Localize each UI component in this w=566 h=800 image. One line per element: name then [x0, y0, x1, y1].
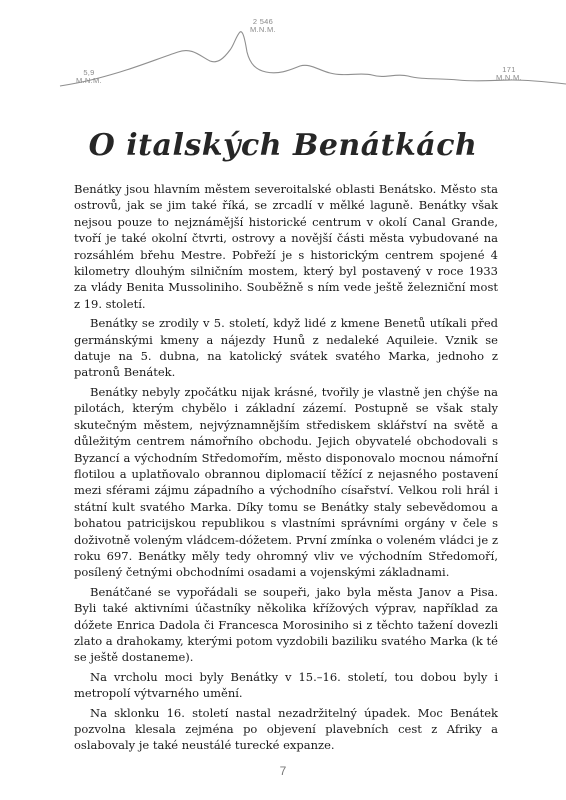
elevation-value: 171	[502, 65, 516, 74]
page-number: 7	[279, 764, 287, 778]
elevation-value: 2 546	[252, 17, 274, 26]
elevation-value: 5,9	[83, 68, 95, 77]
paragraph: Benátčané se vypořádali se soupeři, jako byla města Janov a Pisa. Byli také aktivními účastníky několika křížových výprav, například za dóžete Enrica Dadola či Francesca Morosiniho si z těchto tažení dovezli zlato a drahokamy, kterými potom vyzdobili baziliku svatého Marka (k té se ještě dostaneme).	[74, 584, 498, 665]
elevation-profile	[0, 0, 566, 100]
elevation-label-peak	[250, 18, 276, 34]
chapter-title: O italských Benátkách	[88, 128, 478, 163]
chapter-body	[74, 181, 498, 757]
elevation-unit: M.N.M.	[250, 25, 276, 34]
paragraph: Benátky jsou hlavním městem severoitalské oblasti Benátsko. Město sta ostrovů, jak se jim také říká, se zrcadlí v mělké laguně. Benátky však nejsou pouze to nejznámější historické centrum v okolí Canal Grande, tvoří je také okolní čtvrti, ostrovy a novější části města vybudované na rozsáhlém břehu Mestre. Pobřeží je s historickým centrem spojené 4 kilometry dlouhým silničním mostem, který byl postavený v roce 1933 za vlády Benita Mussoliniho. Souběžně s ním vede ještě železniční most z 19. století.	[74, 182, 498, 311]
paragraph: Benátky se zrodily v 5. století, když lidé z kmene Benetů utíkali před germánskými kmeny a nájezdy Hunů z nedaleké Aquileie. Vznik se datuje na 5. dubna, na katolický svátek svatého Marka, jednoho z patronů Benátek.	[74, 316, 498, 380]
elevation-label-end	[496, 66, 522, 82]
elevation-profile-line	[0, 0, 566, 100]
paragraph: Benátky nebyly zpočátku nijak krásné, tvořily je vlastně jen chýše na pilotách, kterým chybělo i základní zázemí. Postupně se však staly skutečným městem, nejvýznamnějším střediskem sklářství na světě a důležitým centrem námořního obchodu. Jejich obyvatelé obchodovali s Byzancí a východním Středomořím, město disponovalo mocnou námořní flotilou a uplatňovalo obrannou diplomacií těžící z nejasného postavení mezi sférami zájmu západního a východního císařství. Velkou roli hrál i státní kult svatého Marka. Díky tomu se Benátky staly sebevědomou a bohatou patricijskou republikou s vlastními správními orgány v čele s doživotně voleným vládcem-dóžetem. První zmínka o voleném vládci je z roku 697. Benátky měly tedy ohromný vliv ve východním Středomoří, posílený četnými obchodními osadami a vojenskými základnami.	[74, 384, 498, 580]
elevation-label-start	[76, 69, 102, 85]
paragraph: Na sklonku 16. století nastal nezadržitelný úpadek. Moc Benátek pozvolna klesala zejména po objevení plavebních cest z Afriky a oslabovaly je také neustálé turecké expanze.	[74, 705, 498, 753]
elevation-unit: M.N.M.	[496, 73, 522, 82]
paragraph: Na vrcholu moci byly Benátky v 15.–16. století, tou dobou byly i metropolí výtvarného umění.	[74, 669, 498, 701]
elevation-unit: M.N.M.	[76, 76, 102, 85]
